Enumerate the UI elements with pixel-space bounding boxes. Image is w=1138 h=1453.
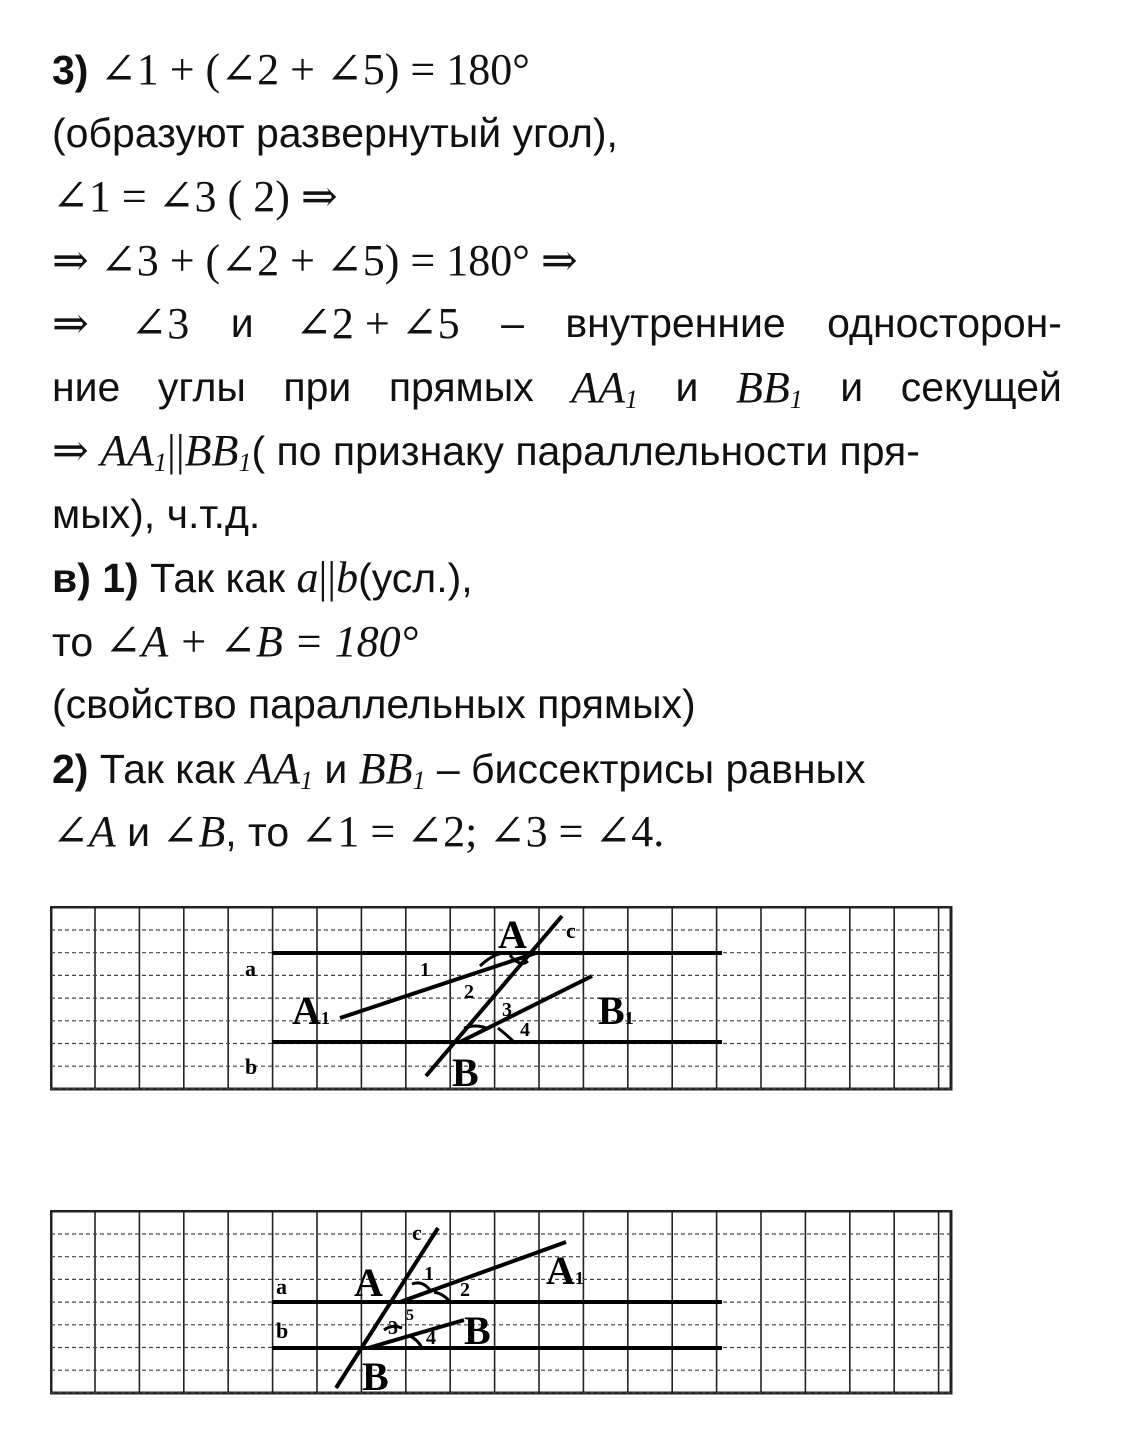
label-point-b: B <box>362 1354 389 1396</box>
line-letters: BB <box>184 426 239 475</box>
line-name <box>100 426 167 475</box>
word: – биссектрисы равных <box>436 745 866 792</box>
solution-text <box>52 38 1062 864</box>
parallel-sign: || <box>318 553 337 602</box>
text-line-2: (образуют развернутый угол), <box>52 109 618 156</box>
label-point-b1: B <box>464 1308 491 1353</box>
word: углы <box>157 363 246 410</box>
word: прямых <box>388 363 534 410</box>
word: ∠3 <box>130 299 190 348</box>
subscript: 1 <box>625 384 639 414</box>
equation: ∠3 = ∠4. <box>488 807 665 856</box>
equation: ∠1 + (∠2 + ∠5) = 180° <box>99 45 530 94</box>
line-name <box>359 744 426 793</box>
implies-arrow: ⇒ <box>52 426 89 475</box>
line-letters: AA <box>100 426 155 475</box>
line-name <box>185 426 252 475</box>
equation: ∠1 = ∠3 ( 2) ⇒ <box>52 172 338 221</box>
label-line-b: b <box>245 1054 258 1079</box>
word: ∠2 + ∠5 <box>295 299 460 348</box>
figure-2-svg <box>50 1210 954 1396</box>
reason-text: ( по признаку параллельности пря- <box>251 428 920 474</box>
text-line-5 <box>52 292 1062 356</box>
word: ⇒ <box>52 299 89 348</box>
equation: ∠1 = ∠2; <box>300 807 478 856</box>
item-label-2: 2) <box>52 745 89 792</box>
text-line-4 <box>52 229 1062 293</box>
word: и <box>127 809 151 855</box>
text-line-8: мых), ч.т.д. <box>52 490 261 537</box>
label-angle-2: 2 <box>460 1279 470 1301</box>
word: то <box>52 618 94 665</box>
line-name <box>571 356 638 420</box>
label-point-a: A <box>498 912 527 957</box>
text-line-3 <box>52 165 1062 229</box>
label-line-c: c <box>566 918 576 943</box>
figure-1 <box>50 906 954 1092</box>
equation: ⇒ ∠3 + (∠2 + ∠5) = 180° ⇒ <box>52 235 578 285</box>
word: и <box>675 363 699 410</box>
label-line-b: b <box>276 1318 289 1343</box>
word: (усл.), <box>358 555 473 601</box>
arc-angle-3 <box>464 1026 486 1028</box>
word: внутренние <box>565 300 786 346</box>
word: и <box>230 300 254 346</box>
arc-angle-4 <box>498 1028 514 1042</box>
label-point-a: A <box>354 1260 383 1305</box>
word: , то <box>225 809 290 855</box>
text-line-6 <box>52 356 1062 420</box>
point-letter: A <box>546 1248 575 1293</box>
line-letters: AA <box>571 362 626 412</box>
text-line-7 <box>52 419 1062 483</box>
label-angle-1: 1 <box>424 1263 434 1285</box>
angle-a: ∠A <box>52 807 116 856</box>
word: ние <box>52 363 121 410</box>
word: и <box>840 363 864 410</box>
label-line-c: c <box>412 1220 422 1245</box>
subscript: 1 <box>789 384 803 414</box>
text-line-9 <box>52 546 1062 610</box>
word: односторон- <box>827 300 1062 346</box>
var-a: a <box>296 553 319 602</box>
label-angle-1: 1 <box>420 959 430 981</box>
label-line-a: a <box>276 1274 287 1299</box>
point-letter: A <box>292 988 321 1033</box>
line-letters: BB <box>358 743 413 793</box>
label-angle-3: 3 <box>502 999 512 1021</box>
figure-2 <box>50 1210 954 1396</box>
equation: ∠A + ∠B = 180° <box>104 616 419 666</box>
parallel-sign: || <box>167 426 185 475</box>
point-letter: B <box>598 988 625 1033</box>
text-line-10 <box>52 610 1062 674</box>
word: Так как <box>150 555 286 601</box>
var-b: b <box>336 553 359 602</box>
label-angle-3: 3 <box>388 1317 398 1339</box>
text-line-1 <box>52 38 1062 102</box>
subscript: 1 <box>299 765 313 795</box>
label-angle-4: 4 <box>426 1327 436 1349</box>
word: при <box>283 363 352 410</box>
point-subscript: 1 <box>574 1268 584 1288</box>
label-angle-2: 2 <box>464 981 474 1003</box>
word: и <box>324 745 348 792</box>
label-angle-5: 5 <box>406 1307 414 1324</box>
line-letters: BB <box>735 362 790 412</box>
line-name <box>736 356 803 420</box>
word: секущей <box>900 363 1062 410</box>
line-letters: AA <box>246 743 300 793</box>
text-line-13 <box>52 800 1062 864</box>
item-label-3: 3) <box>52 47 89 93</box>
line-name <box>246 744 313 793</box>
subscript: 1 <box>238 448 252 477</box>
figure-1-svg <box>50 906 954 1092</box>
point-subscript: 1 <box>320 1008 330 1028</box>
point-subscript: 1 <box>624 1008 634 1028</box>
label-point-a1 <box>546 1248 584 1293</box>
word: – <box>501 300 524 346</box>
label-line-a: a <box>245 956 256 981</box>
subscript: 1 <box>412 765 426 795</box>
text-line-12 <box>52 737 1062 801</box>
label-angle-4: 4 <box>520 1019 530 1041</box>
subscript: 1 <box>154 448 168 477</box>
item-label-v1: в) 1) <box>52 555 139 601</box>
angle-b: ∠B <box>161 807 226 856</box>
label-point-a1 <box>292 988 330 1033</box>
word: Так как <box>99 745 235 792</box>
text-line-11: (свойство параллельных прямых) <box>52 681 696 727</box>
label-point-b: B <box>452 1050 479 1092</box>
